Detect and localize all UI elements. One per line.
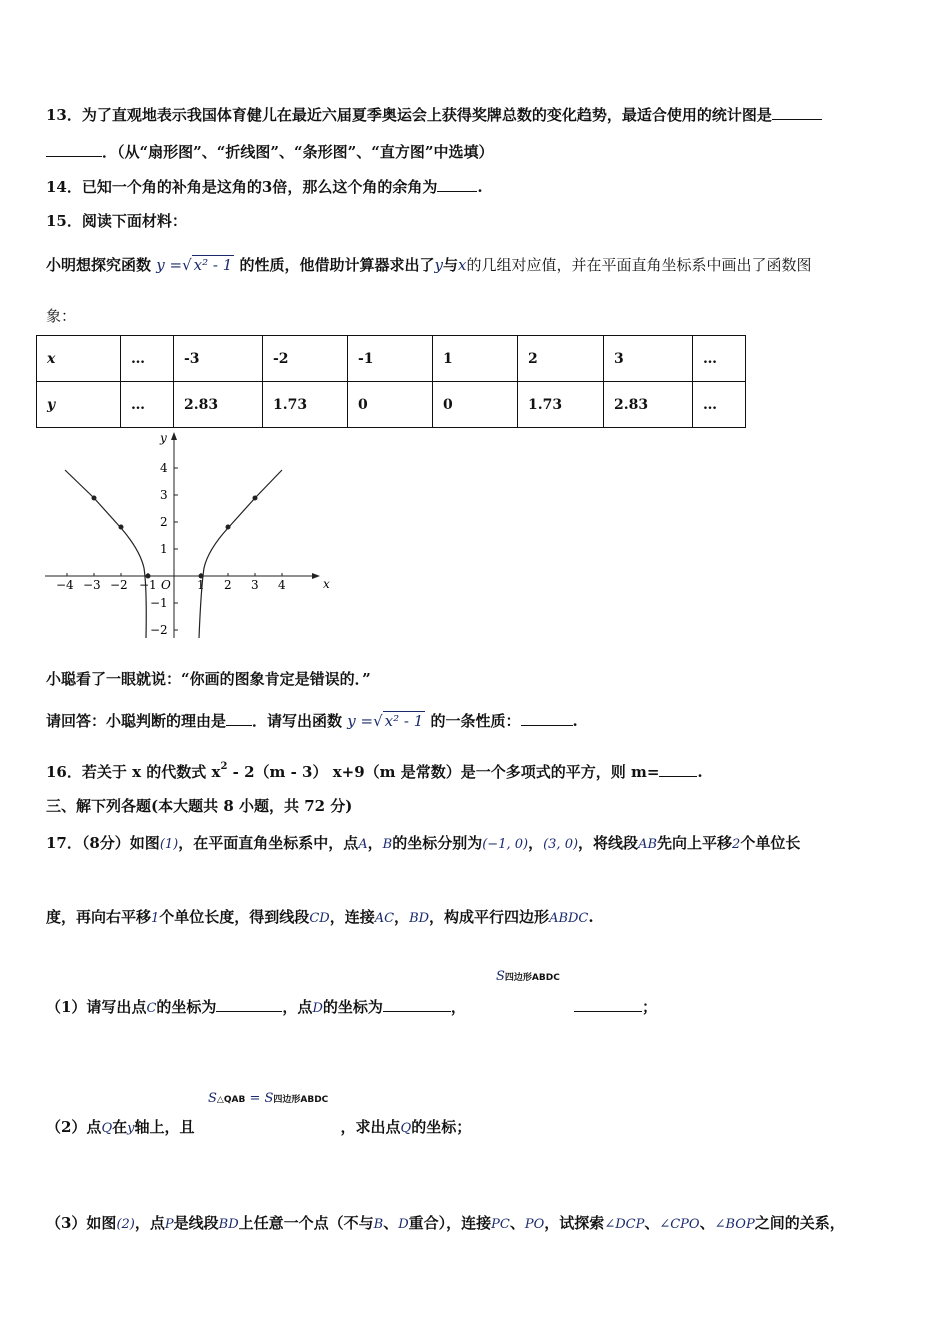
origin-label: O bbox=[161, 578, 171, 592]
q13-answer-blank[interactable] bbox=[772, 105, 822, 120]
table-cell: y bbox=[37, 382, 121, 428]
q17-line1: 17．（8分）如图(1)，在平面直角坐标系中，点A，B的坐标分别为(−1, 0)，(3, 0)，将线段AB先向上平移2个单位长 bbox=[46, 834, 801, 852]
table-cell: 0 bbox=[433, 382, 518, 428]
table-cell: 1.73 bbox=[263, 382, 348, 428]
x-tick-label: 4 bbox=[278, 578, 286, 592]
x-tick-label: −1 bbox=[139, 578, 157, 592]
q15-title: 15．阅读下面材料： bbox=[46, 212, 187, 230]
q13-answer-blank-cont[interactable] bbox=[46, 142, 102, 157]
y-tick-label: 3 bbox=[160, 488, 168, 502]
x-tick-label: −4 bbox=[56, 578, 74, 592]
section-3-heading: 三、解下列各题(本大题共 8 小题，共 72 分) bbox=[46, 797, 353, 815]
area-answer: ； bbox=[574, 996, 657, 1017]
part1: （1）请写出点C的坐标为 ，点D的坐标为 ， bbox=[46, 998, 466, 1016]
point-c-blank[interactable] bbox=[216, 997, 282, 1012]
area-label: S四边形ABDC bbox=[496, 969, 560, 984]
table-cell: 1.73 bbox=[518, 382, 604, 428]
table-cell: 2.83 bbox=[174, 382, 263, 428]
q15-comment: 小聪看了一眼就说：“你画的图象肯定是错误的．” bbox=[46, 670, 371, 688]
q16: 16．若关于 x 的代数式 $x^2 - 2(m - 3)$ x+9（m 是常数）是一个多项式的平方，则 m= . bbox=[46, 761, 703, 781]
plot-point bbox=[119, 525, 124, 530]
table-cell: 1 bbox=[433, 336, 518, 382]
area-blank[interactable] bbox=[574, 997, 642, 1012]
x-tick-label: 2 bbox=[224, 578, 232, 592]
q15-ask: 请回答：小聪判断的理由是 ．请写出函数 y =√ x² - 1 的一条性质： . bbox=[46, 712, 578, 730]
function-formula: y =√ x² - 1 bbox=[156, 256, 233, 274]
x-tick-label: −2 bbox=[110, 578, 128, 592]
y-tick-label: 4 bbox=[160, 461, 168, 475]
table-cell: … bbox=[121, 336, 174, 382]
value-table bbox=[36, 335, 746, 428]
y-tick-label: 1 bbox=[160, 542, 168, 556]
plot-point bbox=[253, 496, 258, 501]
q15-intro: 小明想探究函数 y =√ x² - 1 的性质，他借助计算器求出了y与x的几组对应值，并在平面直角坐标系中画出了函数图 bbox=[46, 256, 812, 274]
curve-right bbox=[199, 470, 282, 638]
function-formula-2: y =√ x² - 1 bbox=[347, 712, 424, 730]
plot-point bbox=[199, 574, 204, 579]
x-axis-label: x bbox=[323, 577, 330, 591]
table-cell: … bbox=[693, 382, 746, 428]
table-cell: … bbox=[121, 382, 174, 428]
part3: （3）如图(2)，点P是线段BD上任意一个点（不与B、D重合），连接PC、PO，试探索∠DCP、∠CPO、∠BOP之间的关系， bbox=[46, 1214, 845, 1232]
point-d-blank[interactable] bbox=[383, 997, 451, 1012]
q15-intro-cont: 象： bbox=[46, 307, 77, 325]
plot-point bbox=[92, 496, 97, 501]
q17-line2: 度，再向右平移1个单位长度，得到线段CD，连接AC，BD，构成平行四边形ABDC. bbox=[46, 908, 594, 926]
x-tick-label: 3 bbox=[251, 578, 259, 592]
y-tick-label: 2 bbox=[160, 515, 168, 529]
q14-answer-blank[interactable] bbox=[437, 177, 477, 192]
area-equation: S△QAB = S四边形ABDC bbox=[208, 1091, 329, 1106]
x-axis-arrow bbox=[312, 573, 320, 579]
table-cell: -2 bbox=[263, 336, 348, 382]
y-tick-label: −2 bbox=[150, 623, 168, 637]
function-graph bbox=[40, 428, 330, 643]
reason-blank[interactable] bbox=[226, 711, 252, 726]
table-cell: 0 bbox=[348, 382, 433, 428]
q16-answer-blank[interactable] bbox=[659, 762, 697, 777]
table-cell: 2 bbox=[518, 336, 604, 382]
table-cell: -1 bbox=[348, 336, 433, 382]
property-blank[interactable] bbox=[521, 711, 573, 726]
curve-left bbox=[65, 470, 146, 638]
table-cell: x bbox=[37, 336, 121, 382]
y-tick-label: −1 bbox=[150, 596, 168, 610]
q13-line1: 13．为了直观地表示我国体育健儿在最近六届夏季奥运会上获得奖牌总数的变化趋势，最适合使用的统计图是 bbox=[46, 104, 822, 125]
plot-point bbox=[146, 574, 151, 579]
y-axis-arrow bbox=[171, 432, 177, 440]
table-cell: -3 bbox=[174, 336, 263, 382]
x-tick-label: −3 bbox=[83, 578, 101, 592]
part2: （2）点Q在y轴上，且 ，求出点Q的坐标； bbox=[46, 1118, 472, 1136]
q13-line2: ．（从“扇形图”、“折线图”、“条形图”、“直方图”中选填） bbox=[46, 141, 494, 162]
x-tick-label: 1 bbox=[197, 578, 205, 592]
table-cell: 3 bbox=[604, 336, 693, 382]
table-row-x bbox=[37, 336, 746, 382]
table-cell: … bbox=[693, 336, 746, 382]
table-cell: 2.83 bbox=[604, 382, 693, 428]
y-axis-label: y bbox=[160, 431, 167, 445]
q14: 14．已知一个角的补角是这角的3倍，那么这个角的余角为 . bbox=[46, 178, 483, 196]
plot-point bbox=[226, 525, 231, 530]
table-row-y bbox=[37, 382, 746, 428]
